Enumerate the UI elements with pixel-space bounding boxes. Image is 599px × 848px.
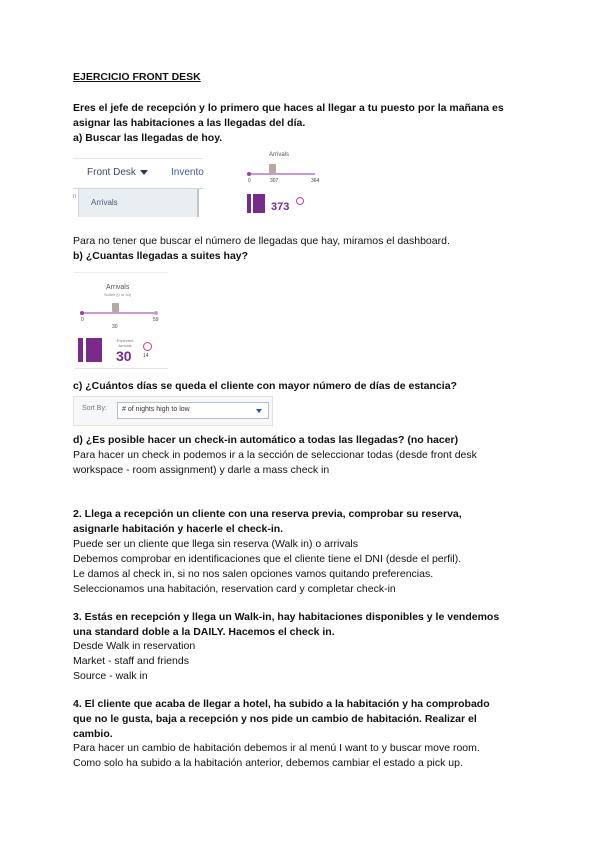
scale-end-dot <box>154 311 158 315</box>
scale-marker <box>112 303 119 312</box>
scale-start-dot <box>247 172 251 176</box>
expected-arrivals-caption: Expected Arrivals <box>116 338 134 348</box>
widget-subtitle: Suites (0 of 30) <box>104 292 132 297</box>
clock-icon <box>296 197 304 205</box>
paragraph-a: Para no tener que buscar el número de llegadas que hay, miramos el dashboard. <box>73 235 450 247</box>
scale-marker <box>269 164 276 173</box>
dropdown-item-arrivals[interactable]: Arrivals <box>91 198 118 207</box>
question-3-line-1: 3. Estás en recepción y llega un Walk-in, hay habitaciones disponibles y le vendemos <box>73 611 500 623</box>
front-desk-menu[interactable] <box>87 167 148 178</box>
front-desk-menu-label: Front Desk <box>87 167 136 178</box>
scale-mid: 30 <box>112 324 118 330</box>
menu-bar <box>73 158 203 189</box>
door-icon <box>253 194 265 213</box>
widget-title: Arrivals <box>269 152 290 158</box>
paragraph-3-line: Desde Walk in reservation <box>73 640 196 652</box>
scale-min: 0 <box>81 317 84 323</box>
paragraph-3-line: Source - walk in <box>73 670 148 682</box>
scale-line <box>249 173 315 175</box>
paragraph-2-line: Seleccionamos una habitación, reservation card y completar check-in <box>73 583 396 595</box>
question-4-line-3: cambio. <box>73 728 113 740</box>
clock-icon <box>143 342 152 351</box>
clock-count: 14 <box>143 353 149 359</box>
menu-edge-mark: n <box>73 194 77 200</box>
paragraph-4-line: Para hacer un cambio de habitación debemos ir al menú I want to y buscar move room. <box>73 742 480 754</box>
question-d: d) ¿Es posible hacer un check-in automático a todas las llegadas? (no hacer) <box>73 434 459 446</box>
paragraph-2-line: Debemos comprobar en identificaciones que el cliente tiene el DNI (desde el perfil). <box>73 553 462 565</box>
question-2-line-1: 2. Llega a recepción un cliente con una reserva previa, comprobar su reserva, <box>73 508 462 520</box>
question-a: a) Buscar las llegadas de hoy. <box>73 132 223 144</box>
scale-line <box>82 312 156 314</box>
arrivals-count: 373 <box>271 201 290 213</box>
paragraph-4-line: Como solo ha subido a la habitación anterior, debemos cambiar el estado a pick up. <box>73 757 463 769</box>
question-4-line-1: 4. El cliente que acaba de llegar a hotel, ha subido a la habitación y ha comprobado <box>73 698 490 710</box>
front-desk-menu-screenshot <box>73 158 203 220</box>
question-c: c) ¿Cuántos días se queda el cliente con mayor número de días de estancia? <box>73 380 457 392</box>
front-desk-dropdown <box>78 189 199 217</box>
document-title: EJERCICIO FRONT DESK <box>73 71 201 83</box>
intro-line-2: asignar las habitaciones a las llegadas del día. <box>73 117 306 129</box>
paragraph-2-line: Puede ser un cliente que llega sin reserva (Walk in) o arrivals <box>73 538 358 550</box>
question-3-line-2: una standard doble a la DAILY. Hacemos el check in. <box>73 626 335 638</box>
scale-min: 0 <box>248 178 251 184</box>
paragraph-d-line-2: workspace - room assignment) y darle a mass check in <box>73 464 330 476</box>
suites-arrivals-count: 30 <box>116 348 132 364</box>
question-4-line-2: que no le gusta, baja a recepción y nos pide un cambio de habitación. Realizar el <box>73 713 477 725</box>
door-icon <box>86 338 102 362</box>
widget-top-border <box>74 272 168 273</box>
paragraph-d-line-1: Para hacer un check in podemos ir a la sección de seleccionar todas (desde front desk <box>73 449 477 461</box>
intro-line-1: Eres el jefe de recepción y lo primero que haces al llegar a tu puesto por la mañana es <box>73 102 504 114</box>
caret-down-icon <box>140 170 148 175</box>
suites-arrivals-widget <box>74 272 168 369</box>
chevron-down-icon <box>256 409 262 413</box>
sort-by-value: # of nights high to low <box>122 406 190 413</box>
inventory-menu[interactable]: Invento <box>171 167 204 178</box>
scale-max: 364 <box>311 178 320 184</box>
door-icon-frame <box>78 338 83 362</box>
question-2-line-2: asignarle habitación y hacerle el check-in. <box>73 523 284 535</box>
arrivals-widget <box>243 152 323 218</box>
widget-title: Arrivals <box>106 284 130 291</box>
sort-by-select[interactable] <box>117 402 269 419</box>
sort-by-label: Sort By: <box>82 405 107 412</box>
door-icon-frame <box>247 194 251 213</box>
paragraph-2-line: Le damos al check in, si no nos salen opciones vamos quitando preferencias. <box>73 568 434 580</box>
scale-mid: 307 <box>270 178 279 184</box>
paragraph-3-line: Market - staff and friends <box>73 655 189 667</box>
scale-start-dot <box>80 311 84 315</box>
sort-by-screenshot <box>73 396 273 426</box>
question-b: b) ¿Cuantas llegadas a suites hay? <box>73 250 249 262</box>
scale-max: 59 <box>153 317 159 323</box>
